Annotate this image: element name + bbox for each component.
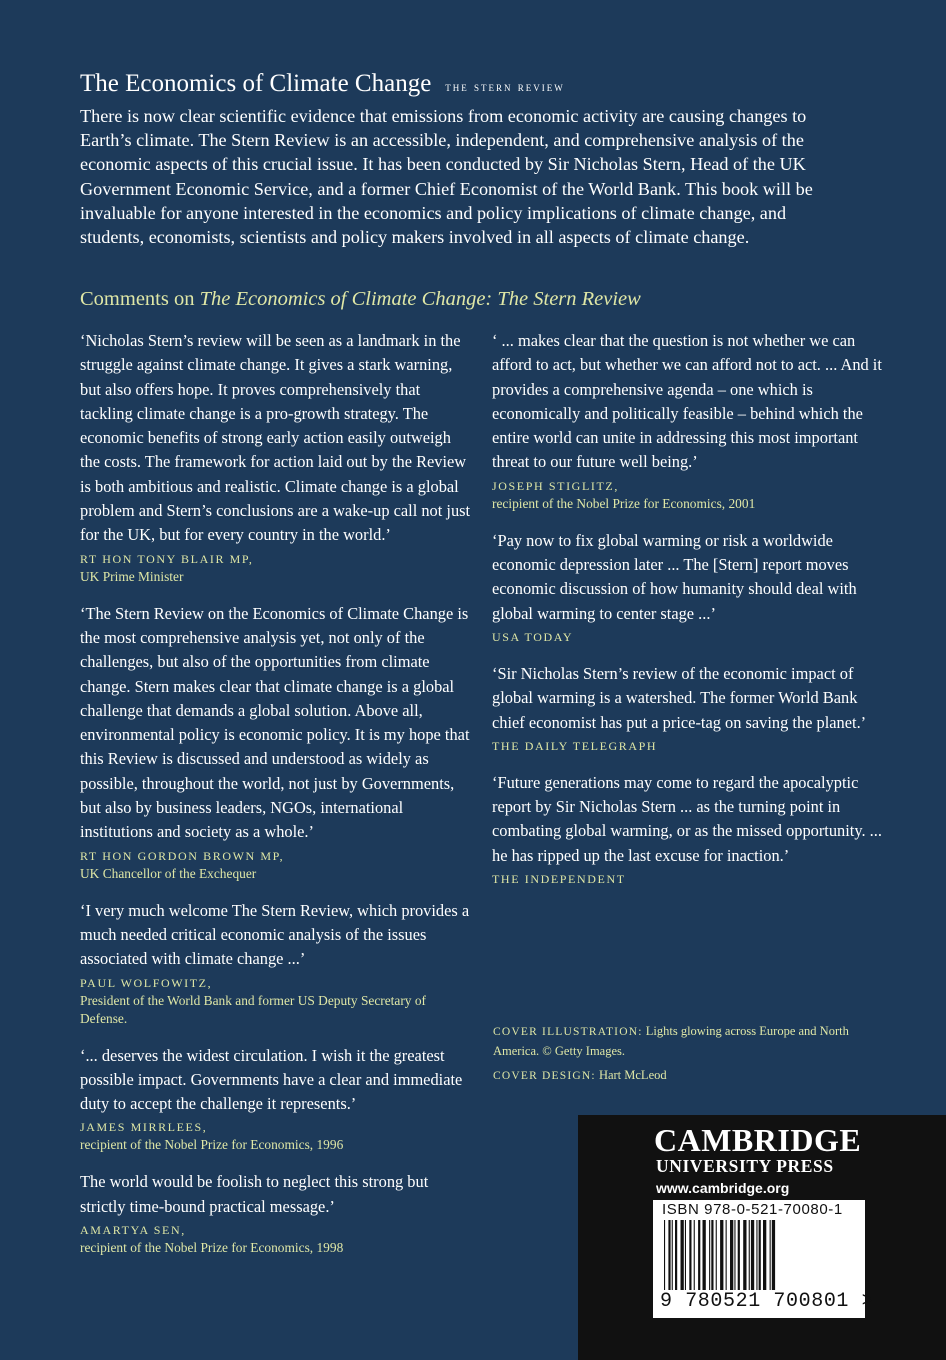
ean-digits: 9 780521 700801 > bbox=[660, 1290, 875, 1313]
quote-text: ‘Sir Nicholas Stern’s review of the economic impact of global warming is a watershed. The former World Bank chief economist has put a price-tag on saving the planet.’ bbox=[492, 663, 867, 732]
barcode-bar bbox=[675, 1220, 677, 1290]
quote-author-role: recipient of the Nobel Prize for Economics, 1998 bbox=[80, 1240, 344, 1256]
intro-paragraph: There is now clear scientific evidence that emissions from economic activity are causing changes to Earth’s climate. The Stern Review is an accessible, independent, and comprehensive analysis of the economic aspects of this crucial issue. It has been conducted by Sir Nicholas Stern, Head of the UK Government Economic Service, and a former Chief Economist of the World Bank. This book will be invaluable for anyone interested in the economics and policy implications of climate change, and students, economists, scientists and policy makers involved in all aspects of climate change. bbox=[80, 106, 813, 248]
quote-source: THE DAILY TELEGRAPH bbox=[492, 738, 658, 753]
quote-text: ‘I very much welcome The Stern Review, which provides a much needed critical economic analysis of the issues associated with climate change ...’ bbox=[80, 900, 470, 969]
cover-design-credit bbox=[493, 1066, 873, 1086]
quote-item bbox=[80, 1170, 475, 1257]
publisher-url: www.cambridge.org bbox=[656, 1180, 790, 1196]
quote-author-role: recipient of the Nobel Prize for Economics, 2001 bbox=[492, 495, 756, 511]
quote-author: AMARTYA SEN, bbox=[80, 1223, 186, 1238]
barcode-bar bbox=[685, 1220, 686, 1290]
credit-text: Hart McLeod bbox=[598, 1068, 667, 1082]
credit-text: Lights glowing across Europe and North America. © Getty Images. bbox=[493, 1024, 849, 1058]
quote-author-role: UK Chancellor of the Exchequer bbox=[80, 865, 257, 881]
barcode-bar bbox=[772, 1220, 775, 1290]
quote-author: RT HON TONY BLAIR MP, bbox=[80, 551, 254, 566]
barcode-bar bbox=[770, 1220, 771, 1290]
barcode-bar bbox=[711, 1220, 713, 1290]
barcode-bar bbox=[759, 1220, 761, 1290]
barcode-bar bbox=[763, 1220, 766, 1290]
header bbox=[80, 70, 565, 98]
barcode-bar bbox=[709, 1220, 710, 1290]
barcode-bar bbox=[668, 1220, 670, 1290]
cover-illustration-credit bbox=[493, 1022, 873, 1060]
publisher-logo-sub: UNIVERSITY PRESS bbox=[656, 1156, 834, 1176]
quote-source: THE INDEPENDENT bbox=[492, 872, 626, 887]
barcode-bar bbox=[672, 1220, 673, 1290]
credit-label: COVER DESIGN: bbox=[493, 1070, 596, 1082]
barcode-bar bbox=[664, 1220, 665, 1290]
barcode-bar bbox=[734, 1220, 735, 1290]
quote-author: PAUL WOLFOWITZ, bbox=[80, 975, 213, 990]
barcode-bar bbox=[756, 1220, 757, 1290]
barcode-bar bbox=[738, 1220, 740, 1290]
publisher-logo-name: CAMBRIDGE bbox=[654, 1122, 862, 1158]
book-title: The Economics of Climate Change bbox=[80, 70, 432, 97]
quote-text: ‘... deserves the widest circulation. I wish it the greatest possible impact. Governments have a clear and immediate duty to accept the challenge it represents.’ bbox=[80, 1045, 463, 1114]
barcode-bar bbox=[726, 1220, 727, 1290]
barcode-bar bbox=[698, 1220, 700, 1290]
comments-heading-prefix: Comments on bbox=[80, 288, 195, 310]
quote-author: JAMES MIRRLEES, bbox=[80, 1120, 208, 1135]
barcode-icon bbox=[662, 1220, 860, 1296]
barcode-bar bbox=[681, 1220, 684, 1290]
barcode-bar bbox=[749, 1220, 750, 1290]
quote-author-role: UK Prime Minister bbox=[80, 568, 184, 584]
barcode-bar bbox=[743, 1220, 746, 1290]
quote-author: JOSEPH STIGLITZ, bbox=[492, 478, 619, 493]
left-quotes-column bbox=[80, 329, 475, 1273]
quote-text: ‘Future generations may come to regard the apocalyptic report by Sir Nicholas Stern ... as the turning point in combating global warming, or as the missed opportunity. ... he has ripped up the last excuse for inaction.’ bbox=[492, 772, 882, 865]
quote-source: USA TODAY bbox=[492, 629, 574, 644]
quote-item bbox=[80, 1044, 475, 1155]
quote-item bbox=[492, 329, 882, 513]
quote-item bbox=[80, 329, 475, 586]
barcode-bar bbox=[694, 1220, 695, 1290]
comments-heading-title: The Economics of Climate Change: The Stern Review bbox=[199, 288, 641, 310]
isbn-label: ISBN 978-0-521-70080-1 bbox=[662, 1201, 843, 1218]
barcode-bar bbox=[716, 1220, 717, 1290]
comments-heading bbox=[80, 288, 641, 311]
quote-text: ‘Pay now to fix global warming or risk a worldwide economic depression later ... The [Stern] report moves economic discussion of how humanity should deal with global warming to center stage ...’ bbox=[492, 530, 857, 623]
barcode-bar bbox=[730, 1220, 733, 1290]
barcode-bar bbox=[703, 1220, 706, 1290]
quote-text: The world would be foolish to neglect this strong but strictly time-bound practical message.’ bbox=[80, 1172, 429, 1216]
quote-author-role: recipient of the Nobel Prize for Economics, 1996 bbox=[80, 1137, 344, 1153]
quote-item bbox=[80, 899, 475, 1028]
quote-item bbox=[492, 771, 882, 888]
quote-item bbox=[80, 602, 475, 883]
credit-label: COVER ILLUSTRATION: bbox=[493, 1026, 643, 1038]
quote-item bbox=[492, 529, 882, 646]
quote-item bbox=[492, 662, 882, 755]
quote-text: ‘Nicholas Stern’s review will be seen as a landmark in the struggle against climate change. It gives a stark warning, but also offers hope. It proves comprehensively that tackling climate change is a pro-growth strategy. The economic benefits of strong early action easily outweigh the costs. The framework for action laid out by the Review is both ambitious and realistic. Climate change is a global problem and Stern’s conclusions are a wake-up call not just for the UK, but for every country in the world.’ bbox=[80, 331, 471, 545]
quote-text: ‘The Stern Review on the Economics of Climate Change is the most comprehensive analysis yet, not only of the challenges, but also of the opportunities from climate change. Stern makes clear that climate change is a global challenge that demands a global solution. Above all, environmental policy is economic policy. It is my hope that this Review is discussed and understood as widely as possible, throughout the world, not just by Governments, but also by business leaders, NGOs, international institutions and society as a whole.’ bbox=[80, 603, 470, 842]
quote-text: ‘ ... makes clear that the question is not whether we can afford to act, but whether we can afford not to act. ... And it provides a comprehensive agenda – one which is economically and politically feasible – behind which the entire world can unite in addressing this most important threat to our future well being.’ bbox=[492, 331, 882, 472]
barcode-bar bbox=[751, 1220, 754, 1290]
quote-author: RT HON GORDON BROWN MP, bbox=[80, 848, 285, 863]
barcode-bar bbox=[689, 1220, 691, 1290]
barcode-bar bbox=[720, 1220, 723, 1290]
right-quotes-column bbox=[492, 329, 882, 904]
quote-author-role: President of the World Bank and former US Deputy Secretary of Defense. bbox=[80, 992, 426, 1026]
book-subtitle: the stern review bbox=[445, 79, 565, 94]
